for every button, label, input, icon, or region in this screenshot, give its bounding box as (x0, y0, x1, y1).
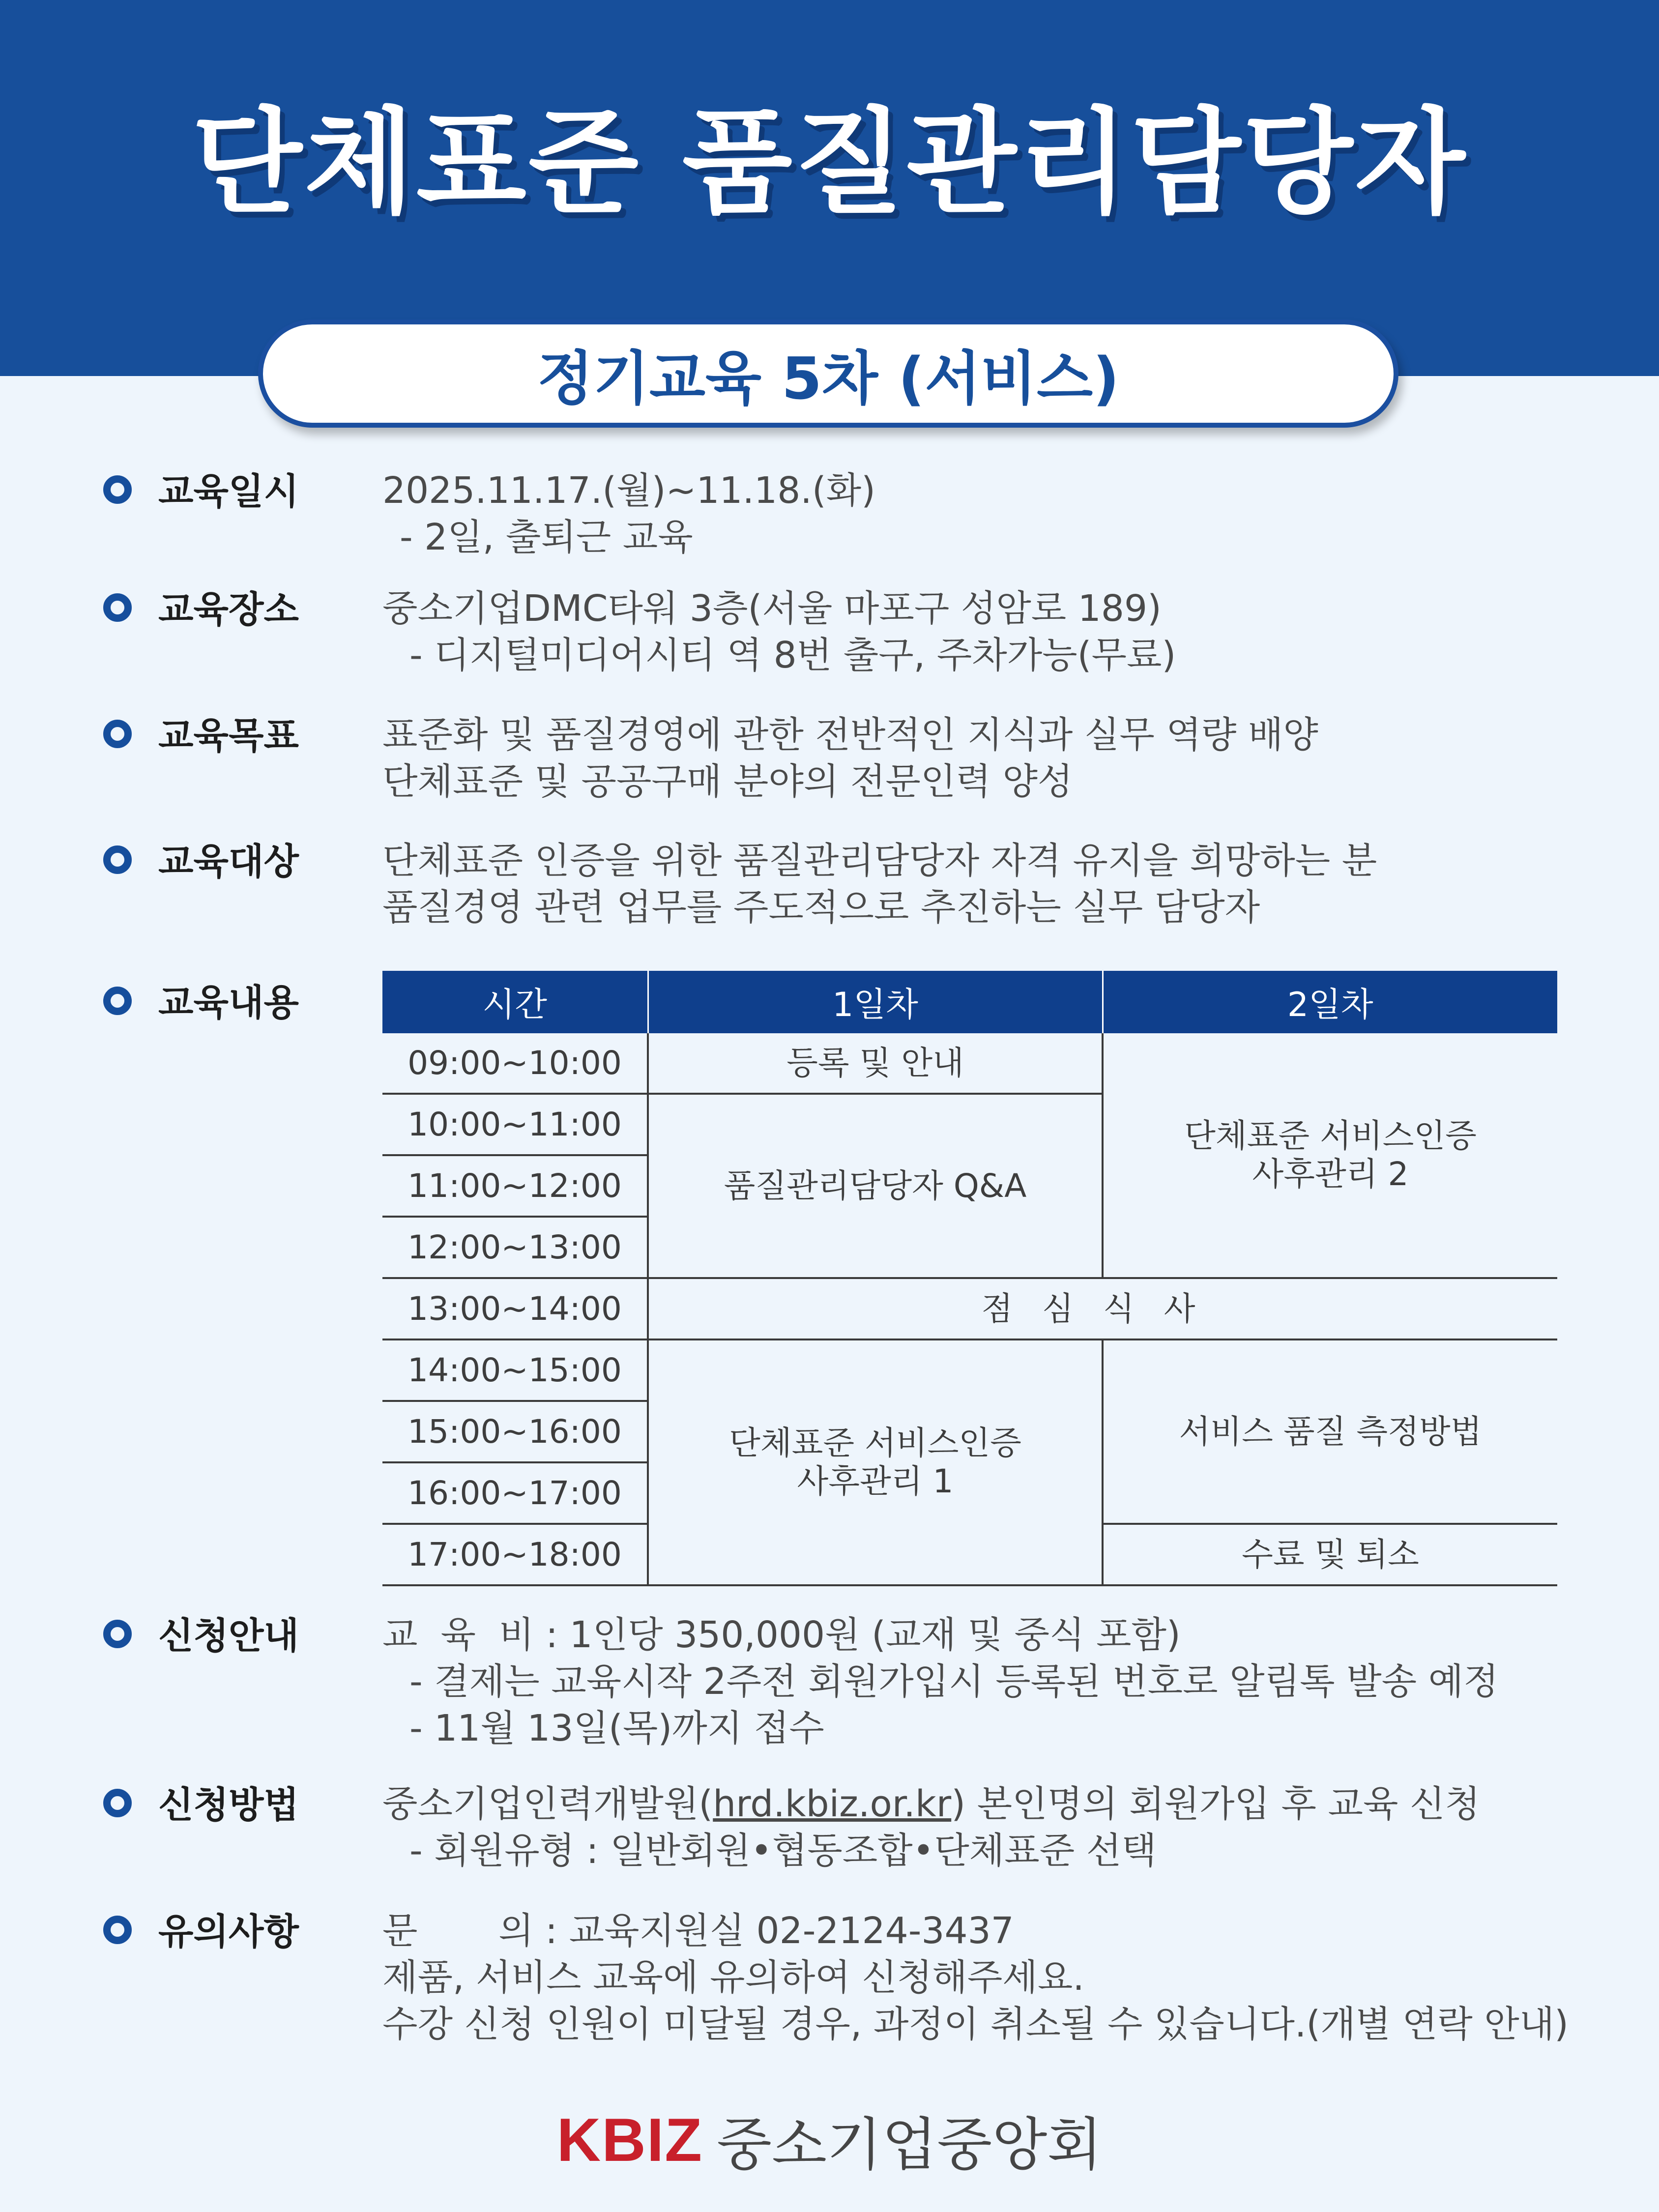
section-label: 신청안내 (158, 1615, 299, 1657)
section-label: 교육장소 (158, 588, 299, 631)
bullet-circle-icon (103, 1620, 132, 1648)
header-day1: 1일차 (648, 971, 1103, 1033)
body-line: - 2일, 출퇴근 교육 (400, 516, 693, 558)
time-cell: 15:00~16:00 (382, 1401, 648, 1462)
time-cell: 13:00~14:00 (382, 1278, 648, 1339)
day1-afternoon-session (648, 1339, 1103, 1585)
bullet-circle-icon (103, 987, 132, 1015)
subtitle-pill (258, 320, 1398, 428)
section-label: 유의사항 (158, 1911, 299, 1953)
time-cell: 12:00~13:00 (382, 1217, 648, 1278)
header-day2: 2일차 (1103, 971, 1557, 1033)
day1-registration: 등록 및 안내 (648, 1033, 1103, 1094)
time-cell: 10:00~11:00 (382, 1094, 648, 1155)
section-body (382, 1612, 1499, 1752)
text-prefix: 중소기업인력개발원( (382, 1783, 713, 1825)
section-label: 교육대상 (158, 841, 299, 883)
body-line: - 회원유형 : 일반회원•협동조합•단체표준 선택 (409, 1830, 1157, 1872)
day2-morning-session (1103, 1033, 1557, 1278)
subtitle-text: 정기교육 5차 (서비스) (537, 345, 1120, 412)
day2-closing: 수료 및 퇴소 (1103, 1524, 1557, 1585)
section-body (382, 712, 1318, 805)
kbiz-logo-mark: KBIZ (556, 2106, 703, 2174)
body-line: 2025.11.17.(월)~11.18.(화) (382, 469, 876, 512)
body-line: 표준화 및 품질경영에 관한 전반적인 지식과 실무 역량 배양 (382, 714, 1318, 756)
table-row (382, 1278, 1557, 1339)
section-body (382, 1908, 1569, 2048)
body-line: - 디지털미디어시티 역 8번 출구, 주차가능(무료) (409, 634, 1176, 676)
time-cell: 17:00~18:00 (382, 1524, 648, 1585)
bullet-circle-icon (103, 475, 132, 504)
bullet-circle-icon (103, 1916, 132, 1944)
day2-afternoon-session: 서비스 품질 측정방법 (1103, 1339, 1557, 1524)
section-body (382, 585, 1176, 679)
schedule-table (382, 971, 1557, 1586)
page-title: 단체표준 품질관리담당자 (192, 96, 1467, 229)
hrd-website-link[interactable]: hrd.kbiz.or.kr (713, 1783, 952, 1825)
section-body (382, 838, 1377, 931)
table-row (382, 1033, 1557, 1094)
session-line: 사후관리 1 (797, 1462, 954, 1500)
time-cell: 11:00~12:00 (382, 1155, 648, 1217)
session-line: 단체표준 서비스인증 (1184, 1117, 1477, 1155)
body-line: 중소기업DMC타워 3층(서울 마포구 성암로 189) (382, 587, 1162, 630)
day1-qa-session: 품질관리담당자 Q&A (648, 1094, 1103, 1278)
table-header-row (382, 971, 1557, 1033)
body-line: 문 의 : 교육지원실 02-2124-3437 (382, 1910, 1014, 1952)
body-line: 품질경영 관련 업무를 주도적으로 추진하는 실무 담당자 (382, 886, 1260, 929)
bullet-circle-icon (103, 845, 132, 874)
header-time: 시간 (382, 971, 648, 1033)
time-cell: 14:00~15:00 (382, 1339, 648, 1401)
time-cell: 09:00~10:00 (382, 1033, 648, 1094)
body-line: 단체표준 인증을 위한 품질관리담당자 자격 유지을 희망하는 분 (382, 840, 1377, 882)
body-line: 수강 신청 인원이 미달될 경우, 과정이 취소될 수 있습니다.(개별 연락 안내) (382, 2003, 1569, 2045)
section-label: 교육목표 (158, 715, 299, 757)
body-line: 단체표준 및 공공구매 분야의 전문인력 양성 (382, 760, 1073, 803)
table-row (382, 1339, 1557, 1401)
bullet-circle-icon (103, 720, 132, 748)
bullet-circle-icon (103, 593, 132, 622)
kbiz-logo-name: 중소기업중앙회 (716, 2112, 1103, 2178)
bullet-circle-icon (103, 1789, 132, 1817)
session-line: 사후관리 2 (1252, 1155, 1409, 1193)
section-label: 신청방법 (158, 1784, 299, 1826)
section-label: 교육일시 (158, 470, 299, 513)
section-label: 교육내용 (158, 982, 299, 1024)
kbiz-logo (0, 2099, 1659, 2181)
body-line: - 11월 13일(목)까지 접수 (409, 1707, 824, 1749)
lunch-cell: 점심식사 (648, 1278, 1557, 1339)
body-line (382, 1781, 1480, 1828)
session-line: 단체표준 서비스인증 (729, 1424, 1021, 1462)
section-body (382, 467, 875, 561)
text-suffix: ) 본인명의 회원가입 후 교육 신청 (951, 1783, 1480, 1825)
time-cell: 16:00~17:00 (382, 1462, 648, 1524)
section-body (382, 1781, 1480, 1874)
body-line: - 결제는 교육시작 2주전 회원가입시 등록된 번호로 알림톡 발송 예정 (409, 1660, 1499, 1703)
body-line: 교 육 비 : 1인당 350,000원 (교재 및 중식 포함) (382, 1614, 1181, 1656)
body-line: 제품, 서비스 교육에 유의하여 신청해주세요. (382, 1956, 1084, 1999)
